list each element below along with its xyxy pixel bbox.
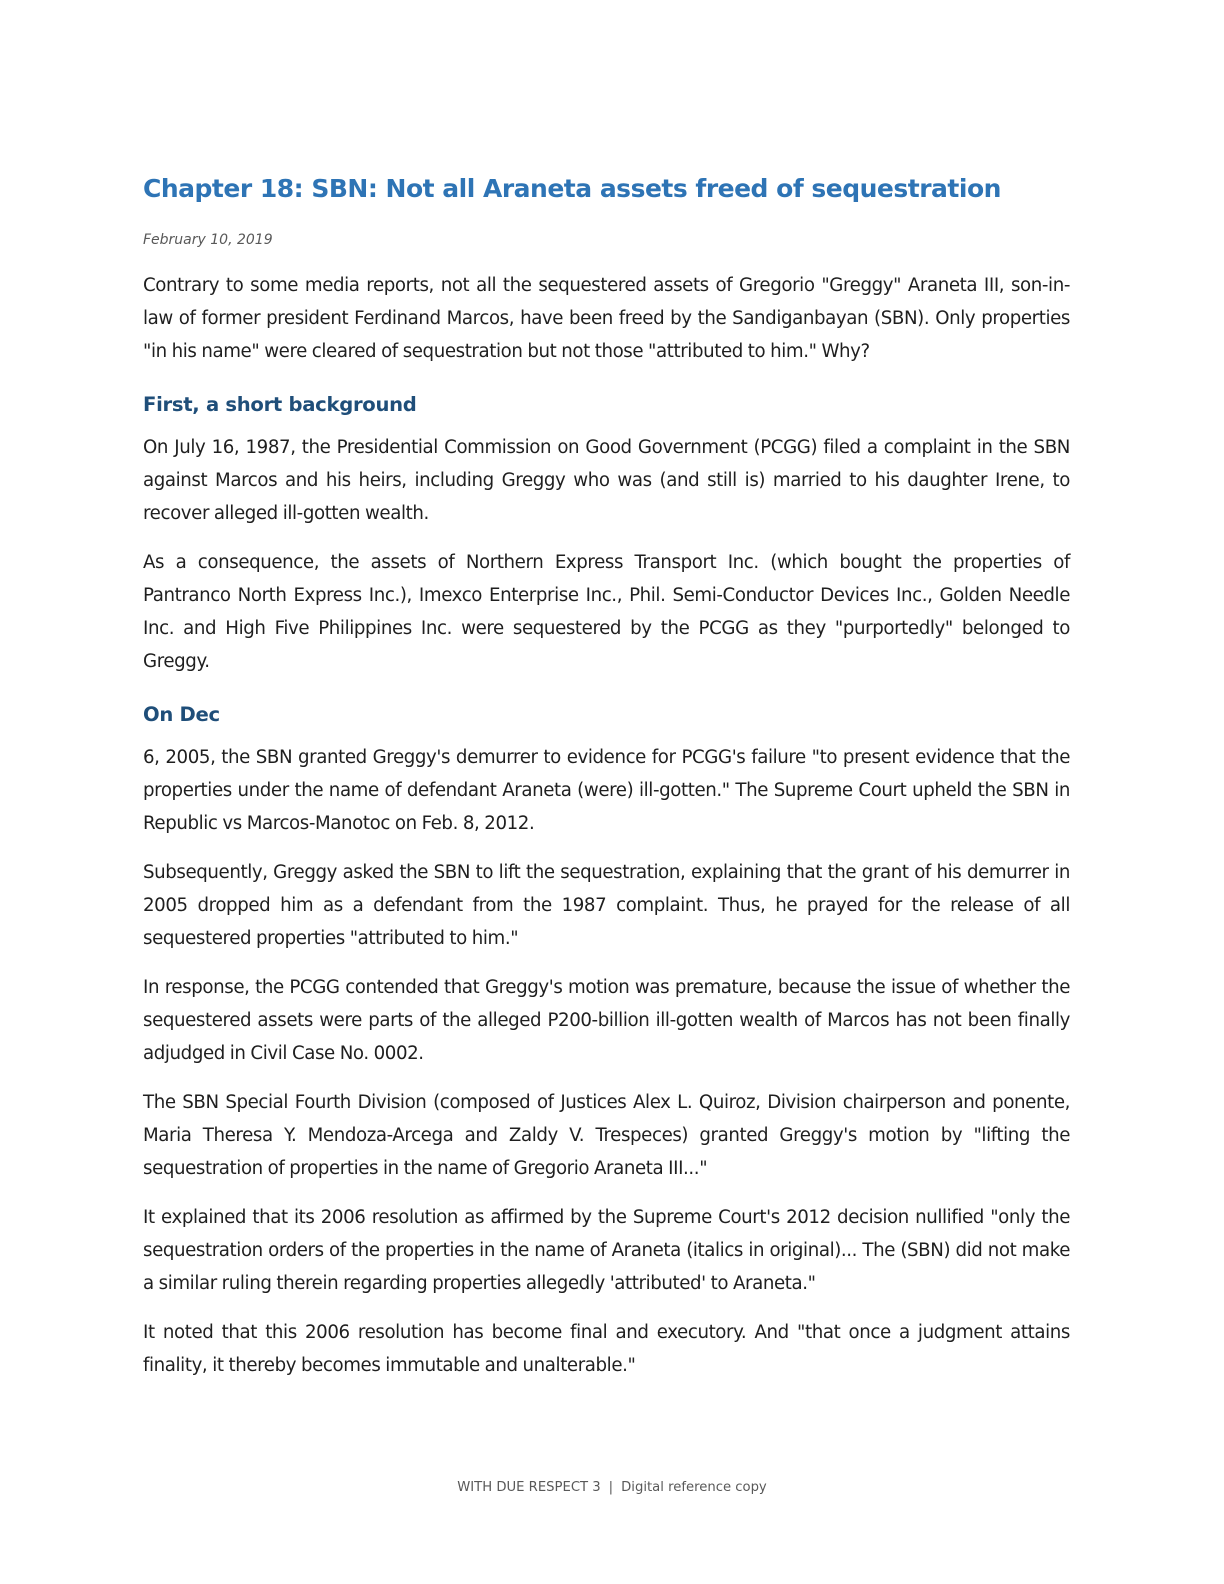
body-paragraph: It explained that its 2006 resolution as affirmed by the Supreme Court's 2012 decision nullified "only the sequestration orders of the properties in the name of Araneta (italics in original)... The (SBN) did not make a similar ruling therein regarding properties allegedly 'attributed' to Araneta." [143, 1207, 1070, 1294]
body-paragraph: Subsequently, Greggy asked the SBN to lift the sequestration, explaining that the grant of his demurrer in 2005 dropped him as a defendant from the 1987 complaint. Thus, he prayed for the release of all sequestered properties "attributed to him." [143, 862, 1070, 949]
page-footer [0, 1478, 1224, 1498]
intro-paragraph: Contrary to some media reports, not all the sequestered assets of Gregorio "Greggy" Araneta III, son-in-law of former president Ferdinand Marcos, have been freed by the Sandiganbayan (SBN). Only properties "in his name" were cleared of sequestration but not those "attributed to him." Why? [143, 275, 1070, 362]
chapter-title: Chapter 18: SBN: Not all Araneta assets freed of sequestration [143, 174, 1001, 203]
body-paragraph: It noted that this 2006 resolution has become final and executory. And "that once a judgment attains finality, it thereby becomes immutable and unalterable." [143, 1322, 1070, 1376]
document-page [143, 168, 1070, 1382]
body-paragraph: The SBN Special Fourth Division (composed of Justices Alex L. Quiroz, Division chairperson and ponente, Maria Theresa Y. Mendoza-Arcega and Zaldy V. Trespeces) granted Greggy's motion by "lifting the sequestration of properties in the name of Gregorio Araneta III..." [143, 1092, 1070, 1179]
footer-publication-label: WITH DUE RESPECT 3 [457, 1480, 601, 1495]
footer-separator: | [608, 1480, 614, 1495]
body-paragraph: As a consequence, the assets of Northern Express Transport Inc. (which bought the properties of Pantranco North Express Inc.), Imexco Enterprise Inc., Phil. Semi-Conductor Devices Inc., Golden Needle Inc. and High Five Philippines Inc. were sequestered by the PCGG as they "purportedly" belonged to Greggy. [143, 552, 1070, 672]
publication-date: February 10, 2019 [143, 232, 273, 248]
footer-copy-label: Digital reference copy [621, 1480, 767, 1495]
body-paragraph: In response, the PCGG contended that Greggy's motion was premature, because the issue of whether the sequestered assets were parts of the alleged P200-billion ill-gotten wealth of Marcos has not been finally adjudged in Civil Case No. 0002. [143, 977, 1070, 1064]
section-heading-background: First, a short background [143, 393, 417, 416]
section-heading-on-dec: On Dec [143, 703, 220, 726]
body-paragraph: 6, 2005, the SBN granted Greggy's demurrer to evidence for PCGG's failure "to present evidence that the properties under the name of defendant Araneta (were) ill-gotten." The Supreme Court upheld the SBN in Republic vs Marcos-Manotoc on Feb. 8, 2012. [143, 747, 1070, 834]
body-paragraph: On July 16, 1987, the Presidential Commission on Good Government (PCGG) filed a complaint in the SBN against Marcos and his heirs, including Greggy who was (and still is) married to his daughter Irene, to recover alleged ill-gotten wealth. [143, 437, 1070, 524]
